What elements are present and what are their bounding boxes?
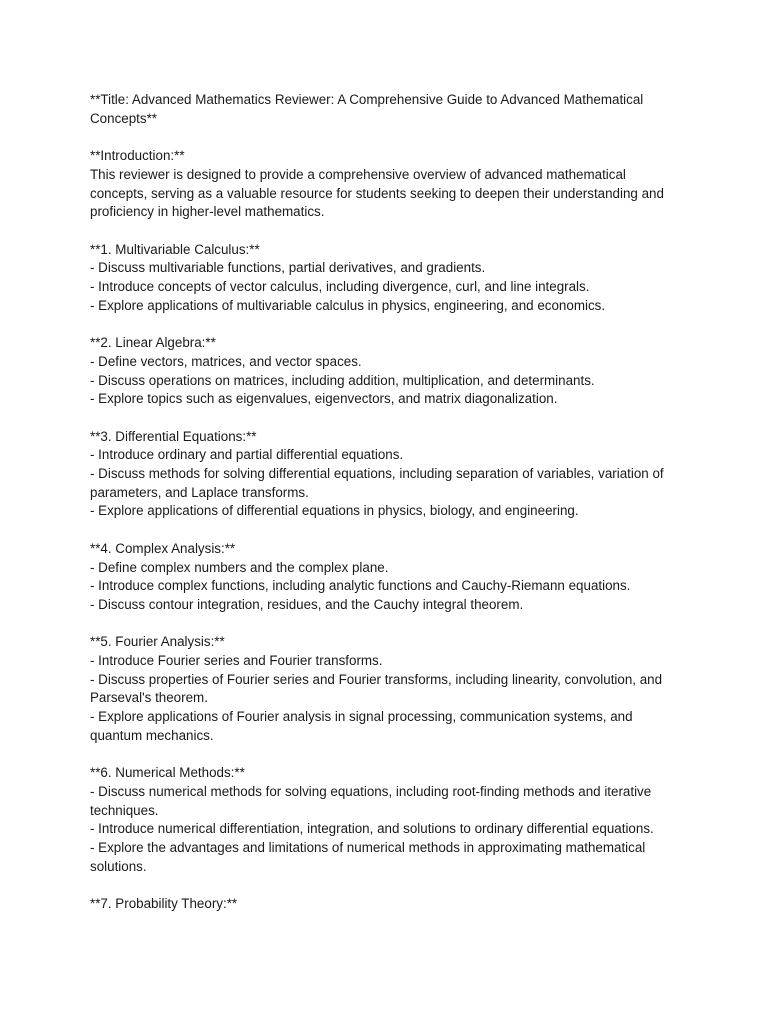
list-item: - Discuss numerical methods for solving equations, including root-finding methods and iterative techniques. xyxy=(90,783,652,818)
section-fourier-analysis xyxy=(90,633,680,745)
document-title: **Title: Advanced Mathematics Reviewer: A Comprehensive Guide to Advanced Mathematical Concepts** xyxy=(90,92,644,126)
list-item: - Discuss contour integration, residues, and the Cauchy integral theorem. xyxy=(90,596,524,612)
list-item: - Introduce complex functions, including analytic functions and Cauchy-Riemann equations. xyxy=(90,578,631,594)
introduction-heading: **Introduction:** xyxy=(90,148,185,164)
list-item: - Define vectors, matrices, and vector spaces. xyxy=(90,353,362,369)
section-heading: **2. Linear Algebra:** xyxy=(90,335,216,351)
list-item: - Explore the advantages and limitations of numerical methods in approximating mathematical solutions. xyxy=(90,840,646,874)
section-numerical-methods xyxy=(90,764,680,876)
section-multivariable-calculus xyxy=(90,241,680,316)
list-item: - Explore applications of Fourier analysis in signal processing, communication systems, and quantum mechanics. xyxy=(90,709,633,743)
section-probability-theory xyxy=(90,895,680,914)
section-heading: **1. Multivariable Calculus:** xyxy=(90,241,260,257)
section-heading: **6. Numerical Methods:** xyxy=(90,765,245,781)
list-item: - Define complex numbers and the complex plane. xyxy=(90,559,389,575)
section-heading: **3. Differential Equations:** xyxy=(90,428,257,444)
list-item: - Discuss methods for solving differential equations, including separation of variables, variation of parameters, and Laplace transforms. xyxy=(90,466,664,500)
section-heading: **4. Complex Analysis:** xyxy=(90,540,236,556)
section-linear-algebra xyxy=(90,334,680,409)
list-item: - Explore applications of differential equations in physics, biology, and engineering. xyxy=(90,503,579,519)
list-item: - Introduce numerical differentiation, integration, and solutions to ordinary differential equations. xyxy=(90,821,654,837)
section-heading: **5. Fourier Analysis:** xyxy=(90,634,225,650)
section-differential-equations xyxy=(90,428,680,522)
introduction-section xyxy=(90,147,680,222)
list-item: - Discuss operations on matrices, including addition, multiplication, and determinants. xyxy=(90,372,595,388)
list-item: - Explore topics such as eigenvalues, eigenvectors, and matrix diagonalization. xyxy=(90,391,558,407)
list-item: - Introduce concepts of vector calculus, including divergence, curl, and line integrals. xyxy=(90,279,590,294)
introduction-text: This reviewer is designed to provide a comprehensive overview of advanced mathematical concepts, serving as a valuable resource for students seeking to deepen their understanding and proficiency in higher-level mathematics. xyxy=(90,166,664,220)
list-item: - Explore applications of multivariable calculus in physics, engineering, and economics. xyxy=(90,297,606,313)
section-complex-analysis xyxy=(90,540,680,615)
list-item: - Introduce Fourier series and Fourier transforms. xyxy=(90,653,383,668)
list-item: - Discuss multivariable functions, partial derivatives, and gradients. xyxy=(90,260,486,276)
list-item: - Introduce ordinary and partial differential equations. xyxy=(90,447,404,463)
section-heading: **7. Probability Theory:** xyxy=(90,896,238,912)
document-page xyxy=(90,91,680,933)
list-item: - Discuss properties of Fourier series and Fourier transforms, including linearity, convolution, and Parseval's theorem. xyxy=(90,671,663,706)
